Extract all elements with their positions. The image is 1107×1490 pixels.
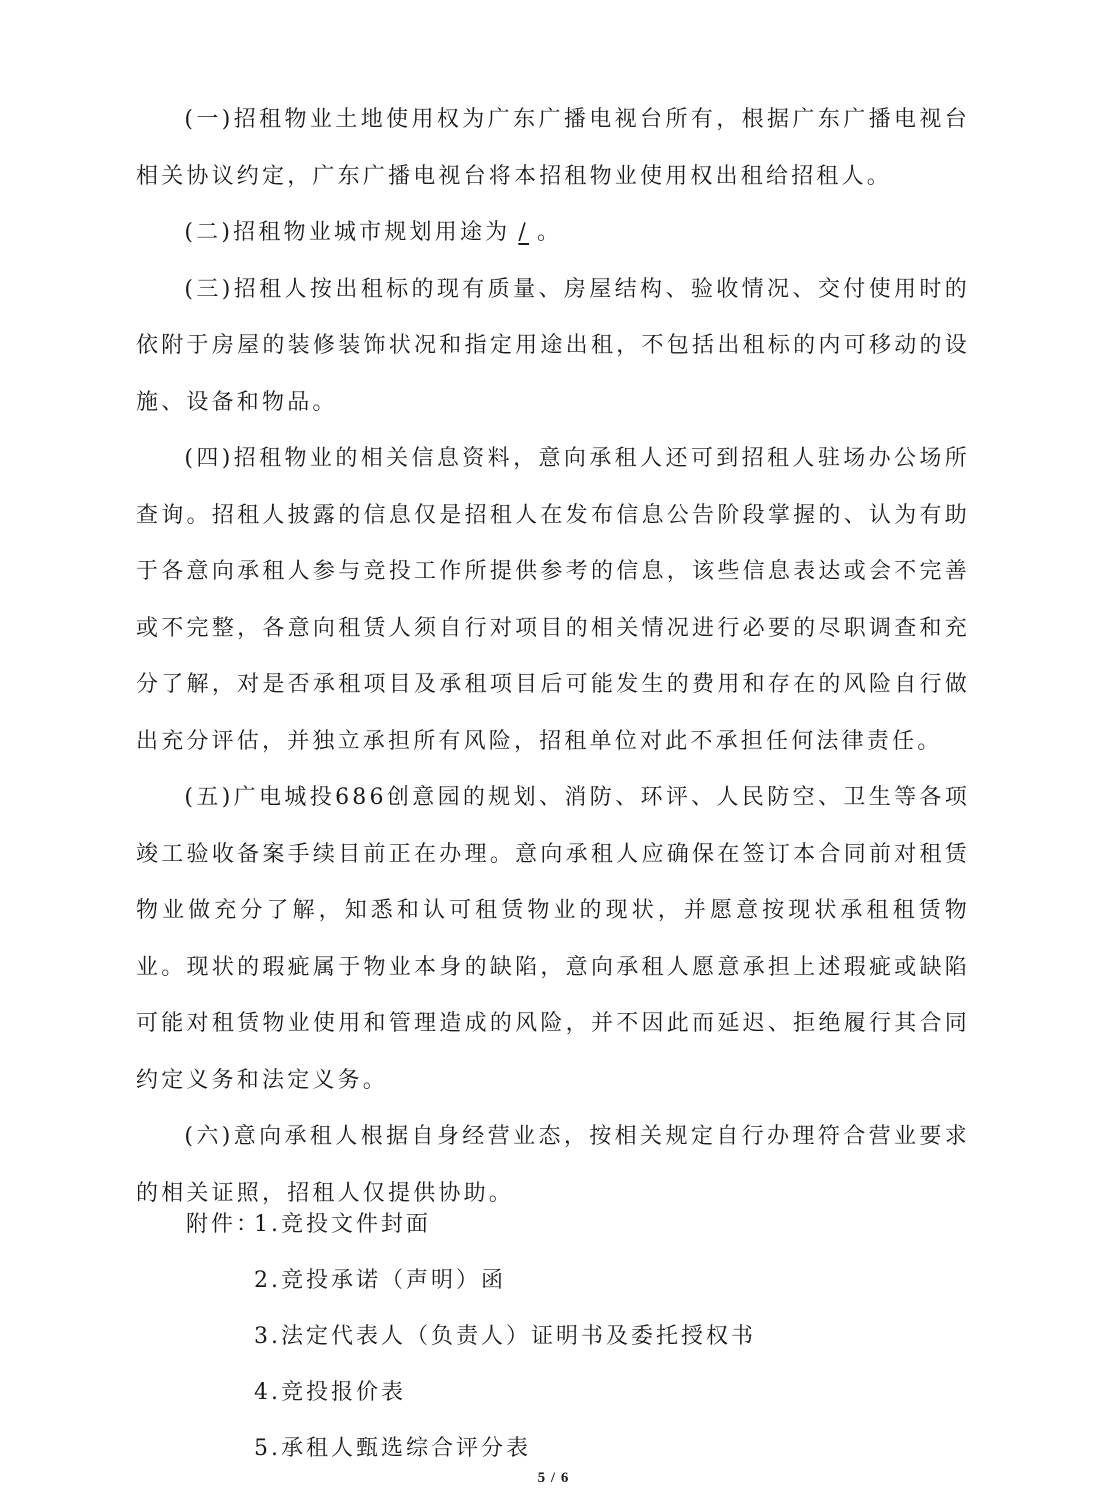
clause-4-paragraph: (四)招租物业的相关信息资料，意向承租人还可到招租人驻场办公场所查询。招租人披露的信息仅是招租人在发布信息公告阶段掌握的、认为有助于各意向承租人参与竞投工作所提供参考的信息，该些信息表达或会不完善或不完整，各意向租赁人须自行对项目的相关情况进行必要的尽职调查和充分了解，对是否承租项目及承租项目后可能发生的费用和存在的风险自行做出充分评估，并独立承担所有风险，招租单位对此不承担任何法律责任。: [136, 446, 970, 754]
clause-2-text: (二)招租物业城市规划用途为: [184, 220, 511, 245]
attachment-item-4: 4.竞投报价表: [254, 1380, 406, 1405]
clause-2-end: 。: [536, 220, 563, 245]
attachment-item-5: 5.承租人甄选综合评分表: [254, 1436, 531, 1461]
clause-6-paragraph: (六)意向承租人根据自身经营业态，按相关规定自行办理符合营业要求的相关证照，招租人仅提供协助。: [136, 1124, 970, 1206]
clause-5-paragraph: (五)广电城投686创意园的规划、消防、环评、人民防空、卫生等各项竣工验收备案手续目前正在办理。意向承租人应确保在签订本合同前对租赁物业做充分了解，知悉和认可租赁物业的现状，并愿意按现状承租租赁物业。现状的瑕疵属于物业本身的缺陷，意向承租人愿意承担上述瑕疵或缺陷可能对租赁物业使用和管理造成的风险，并不因此而延迟、拒绝履行其合同约定义务和法定义务。: [136, 785, 970, 1093]
clause-3-paragraph: (三)招租人按出租标的现有质量、房屋结构、验收情况、交付使用时的依附于房屋的装修装饰状况和指定用途出租，不包括出租标的内可移动的设施、设备和物品。: [136, 276, 970, 415]
list-item: [186, 1365, 756, 1421]
clause-1-paragraph: (一)招租物业土地使用权为广东广播电视台所有，根据广东广播电视台相关协议约定，广东广播电视台将本招租物业使用权出租给招租人。: [136, 107, 970, 189]
list-item: [186, 1421, 756, 1477]
list-item: [186, 1253, 756, 1309]
attachment-item-2: 2.竞投承诺（声明）函: [254, 1268, 506, 1293]
attachments-list: [186, 1197, 756, 1477]
page-number: 5 / 6: [537, 1470, 570, 1486]
list-item: [186, 1197, 756, 1253]
attachment-item-3: 3.法定代表人（负责人）证明书及委托授权书: [254, 1324, 756, 1349]
document-body: [136, 92, 970, 1222]
attachment-item-1: 1.竞投文件封面: [254, 1212, 431, 1237]
attachments-label: 附件：: [186, 1212, 262, 1237]
clause-2-paragraph: [136, 205, 970, 262]
list-item: [186, 1309, 756, 1365]
planning-use-value: /: [518, 220, 529, 245]
